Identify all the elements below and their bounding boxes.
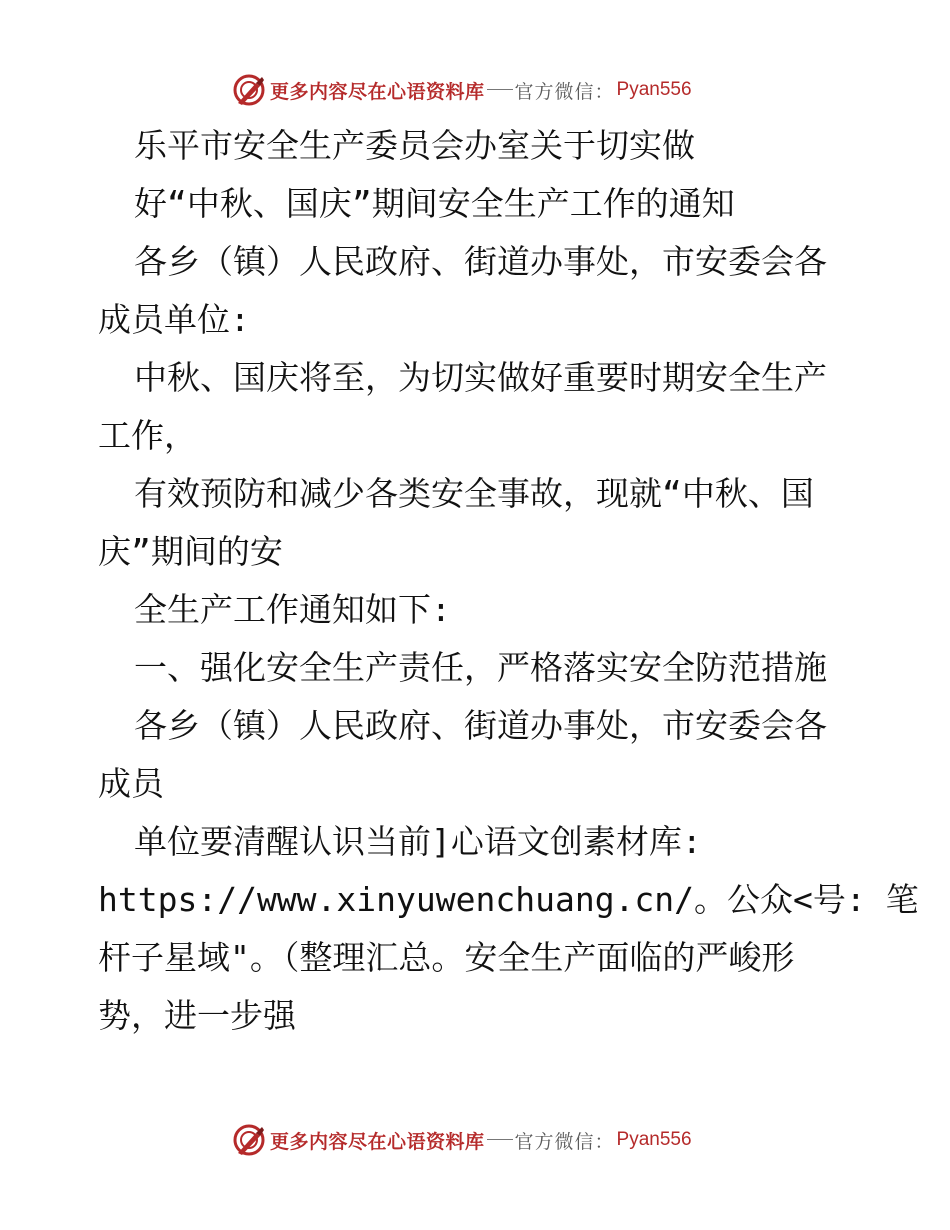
section-heading: 一、强化安全生产责任，严格落实安全防范措施 <box>134 648 827 687</box>
footer-banner <box>232 1122 692 1158</box>
banner-official-label: 官方微信： <box>514 1130 615 1153</box>
banner-text: 更多内容尽在心语资料库 <box>270 80 485 103</box>
text-line: 工作， <box>98 416 197 455</box>
text-line: 各乡（镇）人民政府、街道办事处，市安委会各 <box>134 242 827 281</box>
title-line: 乐平市安全生产委员会办室关于切实做 <box>134 126 695 165</box>
banner-text: 更多内容尽在心语资料库 <box>270 1130 485 1153</box>
title-line: 好“中秋、国庆”期间安全生产工作的通知 <box>134 184 735 223</box>
text-line: 各乡（镇）人民政府、街道办事处，市安委会各 <box>134 706 827 745</box>
banner-wechat-id: Pyan556 <box>616 1129 692 1150</box>
text-line: 全生产工作通知如下: <box>134 590 451 629</box>
text-line: 成员单位: <box>98 300 250 339</box>
text-line: 单位要清醒认识当前]心语文创素材库: <box>134 822 702 861</box>
text-line: 成员 <box>98 764 164 803</box>
text-line: 杆子星域"。（整理汇总。安全生产面临的严峻形 <box>98 938 795 977</box>
banner-dash <box>487 89 513 90</box>
text-line: 庆”期间的安 <box>98 532 283 571</box>
banner-official-label: 官方微信： <box>514 80 615 103</box>
pen-logo-icon <box>232 1123 266 1157</box>
banner-dash <box>487 1139 513 1140</box>
banner-wechat-id: Pyan556 <box>616 79 692 100</box>
text-line: 中秋、国庆将至，为切实做好重要时期安全生产 <box>134 358 827 397</box>
text-line: https://www.xinyuwenchuang.cn/。公众<号: 笔 <box>98 880 919 919</box>
header-banner <box>232 72 692 108</box>
pen-logo-icon <box>232 73 266 107</box>
text-line: 有效预防和减少各类安全事故，现就“中秋、国 <box>134 474 814 513</box>
text-line: 势，进一步强 <box>98 996 296 1035</box>
